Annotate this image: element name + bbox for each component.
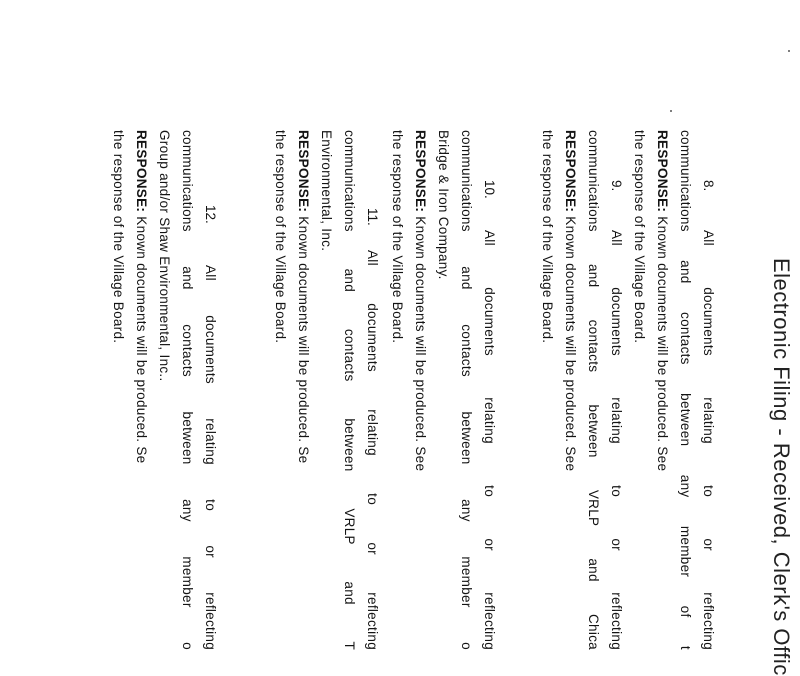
item-12-line-2: communications and contacts between any member o xyxy=(180,130,195,650)
item-10-line-2: communications and contacts between any member o xyxy=(459,130,474,650)
response-text: Known documents will be produced. Se xyxy=(134,216,149,464)
item-8-line-1: All documents relating to or reflecting xyxy=(701,230,716,650)
item-11-response-continued: the response of the Village Board. xyxy=(273,130,288,344)
item-11-line-1: All documents relating to or reflecting xyxy=(365,250,380,650)
item-9-response-continued: the response of the Village Board. xyxy=(540,130,555,344)
item-9-number: 9. xyxy=(609,180,624,192)
response-text: Known documents will be produced. See xyxy=(413,216,428,472)
response-label: RESPONSE: xyxy=(296,130,311,213)
scan-speck xyxy=(670,110,672,112)
response-text: Known documents will be produced. Se xyxy=(296,216,311,464)
item-9-line-2: communications and contacts between VRLP and Chica xyxy=(586,130,601,650)
response-label: RESPONSE: xyxy=(134,130,149,213)
scan-speck xyxy=(788,50,790,52)
item-10-number: 10. xyxy=(482,180,497,199)
item-8-line-2: communications and contacts between any member of t xyxy=(678,130,693,650)
item-10-response xyxy=(412,130,428,650)
item-9-line-1: All documents relating to or reflecting xyxy=(609,230,624,650)
item-10-line-3: Bridge & Iron Company. xyxy=(436,130,451,280)
item-12-line-1: All documents relating to or reflecting xyxy=(203,265,218,650)
response-text: Known documents will be produced. See xyxy=(655,216,670,472)
response-label: RESPONSE: xyxy=(563,130,578,213)
electronic-filing-stamp: Electronic Filing - Received, Clerk's Offic xyxy=(769,258,794,676)
response-text: Known documents will be produced. See xyxy=(563,216,578,472)
item-10-response-continued: the response of the Village Board. xyxy=(390,130,405,344)
item-10-line-1: All documents relating to or reflecting xyxy=(482,230,497,650)
item-9-response xyxy=(562,130,578,650)
item-8-number: 8. xyxy=(701,180,716,192)
item-12-response-continued: the response of the Village Board. xyxy=(111,130,126,344)
item-12-number: 12. xyxy=(203,205,218,224)
item-11-number: 11. xyxy=(365,208,380,226)
item-12-line-3: Group and/or Shaw Environmental, Inc.. xyxy=(157,130,172,382)
response-label: RESPONSE: xyxy=(413,130,428,213)
item-11-line-3: Environmental, Inc. xyxy=(319,130,334,252)
item-11-line-2: communications and contacts between VRLP and T xyxy=(342,130,357,650)
response-label: RESPONSE: xyxy=(655,130,670,213)
item-11-response xyxy=(295,130,311,650)
item-12-response xyxy=(133,130,149,650)
item-8-response xyxy=(654,130,670,650)
rotated-document-page xyxy=(20,0,800,676)
item-8-response-continued: the response of the Village Board. xyxy=(632,130,647,344)
